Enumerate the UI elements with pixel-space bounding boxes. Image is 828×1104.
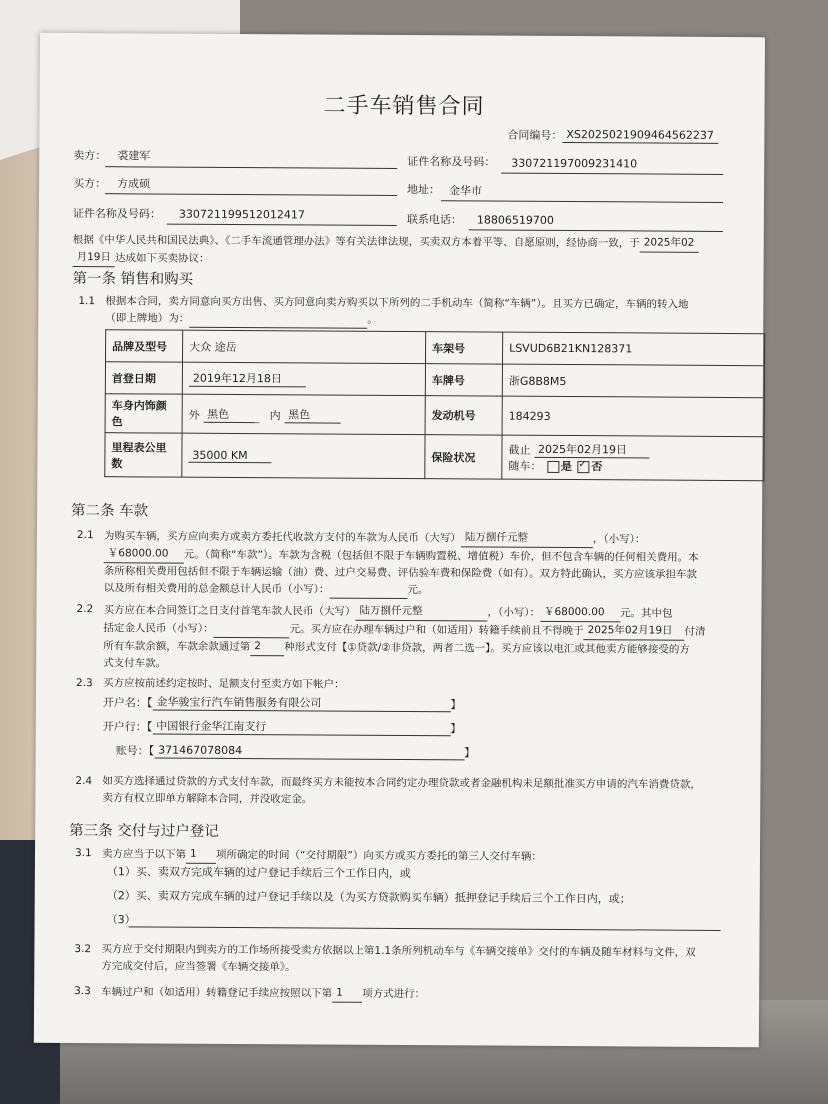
phone-line <box>469 229 723 232</box>
clause-number: 3.3 <box>74 985 91 998</box>
insurance-cell: 截止 2025年02月19日 随车： 是 ✓ 否 <box>502 435 764 481</box>
reg-date-value: 2019年12月18日 <box>189 370 306 388</box>
bank-account-name: 金华骏宝行汽车销售服务有限公司 <box>152 695 450 712</box>
phone: 18806519700 <box>476 213 554 227</box>
phone-label: 联系电话： <box>406 213 462 227</box>
brand-value: 大众 途岳 <box>182 330 425 363</box>
seller-line <box>105 166 397 169</box>
clause-number: 2.4 <box>75 775 93 788</box>
first-payment-amount: ￥68000.00 <box>540 604 620 622</box>
seller-label: 卖方： <box>73 148 107 163</box>
color-cell: 外 黑色 内 黑色 <box>182 394 425 434</box>
section-2-title: 第二条 车款 <box>71 502 149 520</box>
brand-label: 品牌及型号 <box>105 330 182 362</box>
seller-id-label: 证件名称及号码： <box>407 155 496 169</box>
address: 金华市 <box>449 184 483 198</box>
clause-3-1: 卖方应当于以下第 1 项所确定的时间（“交付期限”）向买方或买方委托的第三人交付车辆： <box>102 845 764 867</box>
clause-3-2: 买方应于交付期限内到卖方的工作场所接受卖方依据以上第1.1条所列机动车与《车辆交接单》交付的车辆及随车材料与文件，双 方完成交付后，应当签署《车辆交接单》。 <box>101 943 696 974</box>
buyer-label: 买方： <box>73 176 107 191</box>
transfer-option: 1 <box>332 985 362 1003</box>
insurance-label: 保险状况 <box>425 435 502 479</box>
account-row: 账号：【 371467078084 】 <box>115 743 476 760</box>
yes-checkbox <box>547 461 559 473</box>
clause-number: 2.3 <box>75 677 93 690</box>
insurance-until: 2025年02月19日 <box>534 441 649 459</box>
price-amount: ￥68000.00 <box>104 545 184 563</box>
seller-id-line <box>501 173 723 175</box>
contract-page <box>34 33 765 1047</box>
buyer-id: 330721199512012417 <box>178 207 305 222</box>
interior-color: 黑色 <box>284 406 340 423</box>
mileage-value: 35000 KM <box>188 448 271 463</box>
bank-branch: 中国银行金华江南支行 <box>152 719 450 736</box>
buyer-id-line <box>167 224 397 226</box>
clause-2-3: 买方应按前述约定按时、足额支付至卖方如下帐户： <box>102 677 345 691</box>
seller-id: 330721197009231410 <box>511 156 638 171</box>
section-1-title: 第一条 销售和购买 <box>72 270 194 288</box>
clause-2-1: 为购买车辆，买方应向卖方或卖方委托代收款方支付的车款为人民币（大写） 陆万捌仟元整 ，（小写）： ￥68000.00 元。（简称“车款”）。车款为含税（包括但不限于车辆购置税、增值税）车价，但不包含车辆的任何相关费用。本 条所称相关费用包括但不限于车辆运输（油）费、过户交易费、评估验车费和保险费（如有）。双方特此确认，买方应该承担车款 以及所有相关费用的总金额总计人民币（小写）： 元。 <box>104 527 764 601</box>
address-label: 地址： <box>407 183 441 197</box>
reg-date-label: 首登日期 <box>105 362 182 394</box>
engine-value: 184293 <box>502 396 764 437</box>
plate-label: 车牌号 <box>425 364 502 396</box>
delivery-option-3-line <box>129 926 721 931</box>
bank-row: 开户行：【 中国银行金华江南支行 】 <box>102 719 462 736</box>
first-payment-chinese: 陆万捌仟元整 <box>355 603 487 622</box>
clause-2-2: 买方应在本合同签订之日支付首笔车款人民币（大写） 陆万捌仟元整 ，（小写）： ￥68000.00 元。其中包 括定金人民币（小写）： 元。买方应在办理车辆过户和（如适用）转籍手续前且不得晚于 2025年02月19日 付清 所有车款余额，车款余款通过第 2 种形式支付【①贷款/②非贷款，两者二选一】。买方应该以电汇或其他卖方能够接受的方 式支付车款。 <box>103 604 706 670</box>
engine-label: 发动机号 <box>425 396 502 435</box>
clause-number: 3.2 <box>74 943 92 956</box>
exterior-color: 黑色 <box>203 405 259 422</box>
bank-account-number: 371467078084 <box>154 743 464 760</box>
clause-2-4: 如买方选择通过贷款的方式支付车款，而最终买方未能按本合同约定办理贷款或者金融机构未足额批准买方申请的汽车消费贷款， 卖方有权立即单方解除本合同，并没收定金。 <box>102 775 701 806</box>
clause-1-1: 根据本合同，卖方同意向买方出售、买方同意向卖方购买以下所列的二手机动车（简称“车辆”）。且买方已确定，车辆的转入地 （即上牌地）为： 。 <box>105 293 765 331</box>
vin-label: 车架号 <box>425 332 502 364</box>
payoff-deadline: 2025年02月19日 <box>584 622 685 641</box>
clause-number: 2.2 <box>76 603 94 616</box>
clause-number: 3.1 <box>74 847 92 860</box>
no-checkbox-checked <box>577 461 589 473</box>
buyer-line <box>105 193 397 196</box>
delivery-option-2: （2）买、卖双方完成车辆的过户登记手续以及（为买方贷款购买车辆）抵押登记手续后三个工作日内，或； <box>106 889 631 906</box>
delivery-option: 1 <box>186 846 216 864</box>
page-title: 二手车销售合同 <box>323 93 485 120</box>
vin-value: LSVUD6B21KN128371 <box>502 332 764 366</box>
contract-no-row: 合同编号： XS2025021909464562237 <box>507 128 718 144</box>
plate-value: 浙G8B8M5 <box>502 364 764 398</box>
clause-number: 1.1 <box>78 295 96 308</box>
address-line <box>441 200 723 203</box>
clause-number: 2.1 <box>76 529 94 542</box>
clause-3-3: 车辆过户和（如适用）转籍登记手续应按照以下第 1 项方式进行： <box>101 983 763 1005</box>
reg-date-cell <box>182 362 425 395</box>
seller-name: 裘建军 <box>117 149 151 163</box>
intro-paragraph: 根据《中华人民共和国民法典》、《二手车流通管理办法》等有关法律法规，买卖双方本着平等、自愿原则，经协商一致，于 2025年02 月19日 达成如下买卖协议： <box>73 231 733 271</box>
buyer-id-label: 证件名称及号码： <box>72 206 161 221</box>
mileage-label: 里程表公里数 <box>105 433 182 477</box>
bank-name-row: 开户名：【 金华骏宝行汽车销售服务有限公司 】 <box>102 695 462 712</box>
vehicle-spec-table <box>104 329 765 481</box>
mileage-cell <box>182 433 425 478</box>
section-3-title: 第三条 交付与过户登记 <box>69 822 219 840</box>
contract-no: XS2025021909464562237 <box>562 128 718 144</box>
price-chinese: 陆万捌仟元整 <box>461 529 593 548</box>
payment-method: 2 <box>250 638 284 656</box>
delivery-option-3: （3） <box>106 913 136 927</box>
color-label: 车身内饰颜色 <box>105 394 182 433</box>
buyer-name: 方成硕 <box>117 177 151 191</box>
delivery-option-1: （1）买、卖双方完成车辆的过户登记手续后三个工作日内，或 <box>106 865 411 881</box>
